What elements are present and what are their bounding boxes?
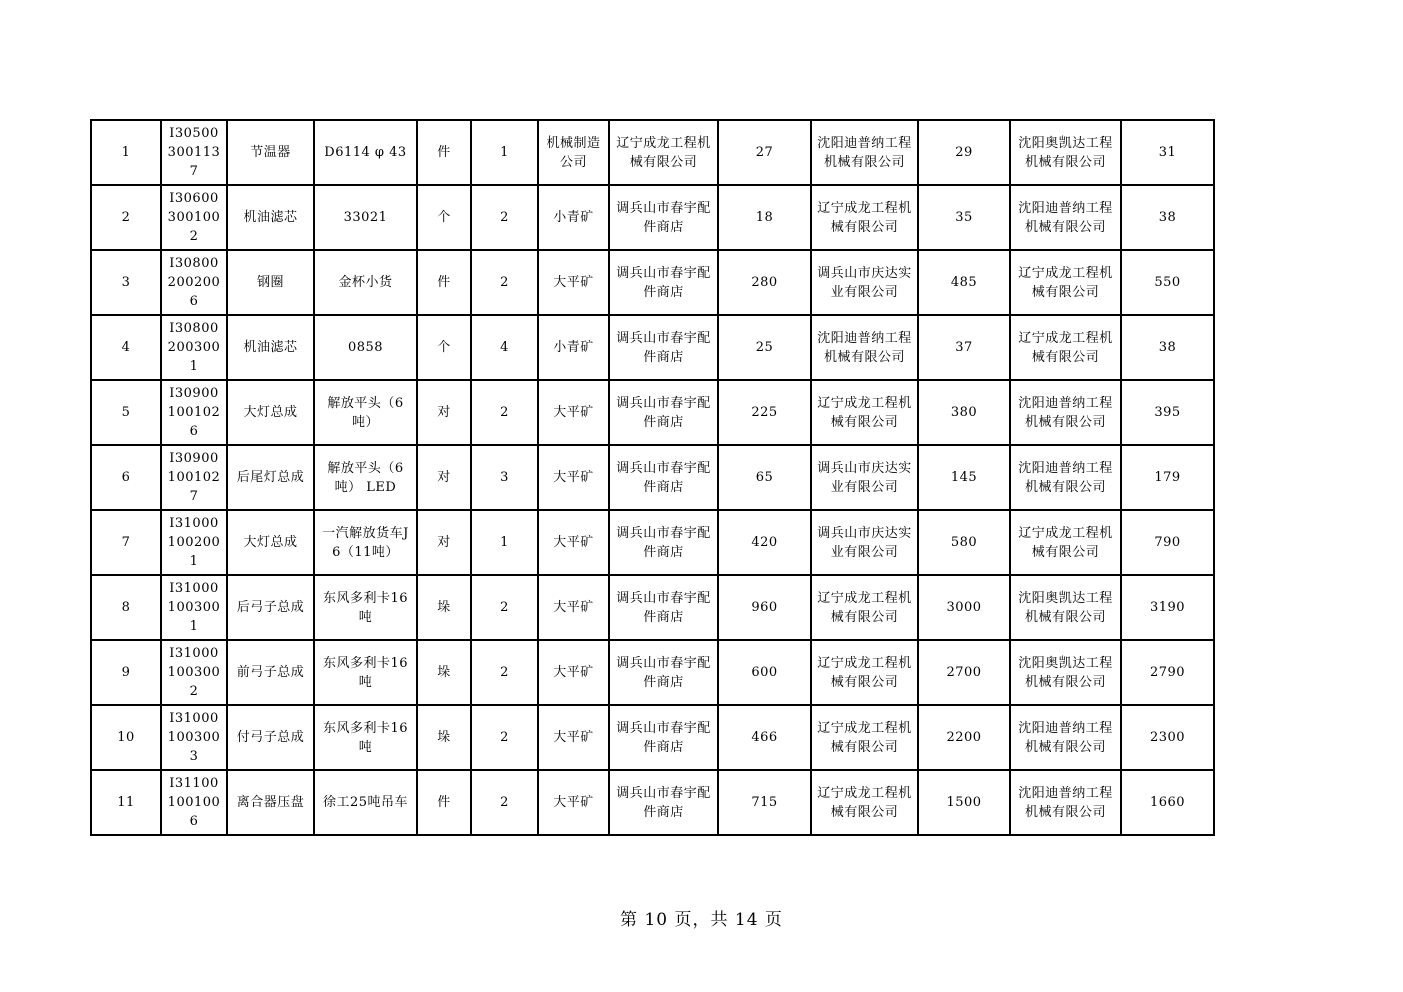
item-unit: 对 — [417, 380, 471, 445]
page-footer: 第 10 页，共 14 页 — [620, 910, 783, 930]
supplier-1: 调兵山市春宇配件商店 — [609, 250, 718, 315]
price-comparison-table — [90, 119, 1215, 836]
item-name: 前弓子总成 — [227, 640, 314, 705]
table-row — [91, 120, 1214, 185]
supplier-2: 辽宁成龙工程机械有限公司 — [811, 705, 918, 770]
item-quantity: 3 — [471, 445, 538, 510]
row-number: 10 — [91, 705, 161, 770]
item-name: 机油滤芯 — [227, 185, 314, 250]
item-spec: 0858 — [314, 315, 417, 380]
row-number: 8 — [91, 575, 161, 640]
item-unit: 垛 — [417, 575, 471, 640]
table-row — [91, 250, 1214, 315]
item-spec: 一汽解放货车J6（11吨） — [314, 510, 417, 575]
item-quantity: 4 — [471, 315, 538, 380]
item-quantity: 2 — [471, 575, 538, 640]
supplier-3: 沈阳迪普纳工程机械有限公司 — [1010, 770, 1121, 835]
item-unit: 个 — [417, 315, 471, 380]
item-spec: 解放平头（6吨） — [314, 380, 417, 445]
table-row — [91, 510, 1214, 575]
item-spec: 徐工25吨吊车 — [314, 770, 417, 835]
requesting-unit: 大平矿 — [538, 510, 609, 575]
price-1: 466 — [718, 705, 811, 770]
supplier-3: 沈阳奥凯达工程机械有限公司 — [1010, 640, 1121, 705]
supplier-2: 沈阳迪普纳工程机械有限公司 — [811, 120, 918, 185]
supplier-3: 辽宁成龙工程机械有限公司 — [1010, 315, 1121, 380]
price-3: 1660 — [1121, 770, 1214, 835]
price-1: 600 — [718, 640, 811, 705]
row-number: 5 — [91, 380, 161, 445]
price-1: 25 — [718, 315, 811, 380]
requesting-unit: 大平矿 — [538, 380, 609, 445]
material-code: I310001003002 — [161, 640, 227, 705]
item-name: 钢圈 — [227, 250, 314, 315]
table-row — [91, 770, 1214, 835]
row-number: 9 — [91, 640, 161, 705]
item-spec: 金杯小货 — [314, 250, 417, 315]
item-name: 机油滤芯 — [227, 315, 314, 380]
item-unit: 垛 — [417, 640, 471, 705]
item-quantity: 2 — [471, 770, 538, 835]
requesting-unit: 大平矿 — [538, 640, 609, 705]
table-row — [91, 445, 1214, 510]
item-name: 后弓子总成 — [227, 575, 314, 640]
item-spec: 东风多利卡16吨 — [314, 640, 417, 705]
price-3: 38 — [1121, 185, 1214, 250]
price-3: 3190 — [1121, 575, 1214, 640]
requesting-unit: 大平矿 — [538, 250, 609, 315]
row-number: 7 — [91, 510, 161, 575]
item-unit: 个 — [417, 185, 471, 250]
supplier-1: 辽宁成龙工程机械有限公司 — [609, 120, 718, 185]
price-3: 550 — [1121, 250, 1214, 315]
requesting-unit: 小青矿 — [538, 185, 609, 250]
material-code: I309001001027 — [161, 445, 227, 510]
item-name: 节温器 — [227, 120, 314, 185]
material-code: I310001002001 — [161, 510, 227, 575]
requesting-unit: 大平矿 — [538, 575, 609, 640]
price-3: 2790 — [1121, 640, 1214, 705]
item-quantity: 2 — [471, 185, 538, 250]
item-spec: 解放平头（6吨） LED — [314, 445, 417, 510]
price-2: 29 — [918, 120, 1010, 185]
supplier-2: 调兵山市庆达实业有限公司 — [811, 250, 918, 315]
item-quantity: 2 — [471, 380, 538, 445]
price-3: 395 — [1121, 380, 1214, 445]
item-name: 后尾灯总成 — [227, 445, 314, 510]
row-number: 11 — [91, 770, 161, 835]
supplier-2: 辽宁成龙工程机械有限公司 — [811, 575, 918, 640]
supplier-3: 沈阳迪普纳工程机械有限公司 — [1010, 185, 1121, 250]
material-code: I309001001026 — [161, 380, 227, 445]
supplier-1: 调兵山市春宇配件商店 — [609, 380, 718, 445]
supplier-3: 辽宁成龙工程机械有限公司 — [1010, 250, 1121, 315]
material-code: I310001003003 — [161, 705, 227, 770]
supplier-1: 调兵山市春宇配件商店 — [609, 640, 718, 705]
price-2: 35 — [918, 185, 1010, 250]
supplier-1: 调兵山市春宇配件商店 — [609, 705, 718, 770]
item-spec: D6114 φ 43 — [314, 120, 417, 185]
price-3: 38 — [1121, 315, 1214, 380]
supplier-2: 辽宁成龙工程机械有限公司 — [811, 770, 918, 835]
table-row — [91, 705, 1214, 770]
row-number: 1 — [91, 120, 161, 185]
supplier-1: 调兵山市春宇配件商店 — [609, 185, 718, 250]
supplier-1: 调兵山市春宇配件商店 — [609, 575, 718, 640]
price-1: 715 — [718, 770, 811, 835]
requesting-unit: 小青矿 — [538, 315, 609, 380]
item-unit: 对 — [417, 445, 471, 510]
price-2: 1500 — [918, 770, 1010, 835]
price-1: 225 — [718, 380, 811, 445]
supplier-2: 辽宁成龙工程机械有限公司 — [811, 380, 918, 445]
supplier-3: 沈阳迪普纳工程机械有限公司 — [1010, 705, 1121, 770]
supplier-1: 调兵山市春宇配件商店 — [609, 770, 718, 835]
supplier-2: 辽宁成龙工程机械有限公司 — [811, 185, 918, 250]
table-row — [91, 640, 1214, 705]
supplier-2: 调兵山市庆达实业有限公司 — [811, 445, 918, 510]
supplier-3: 沈阳迪普纳工程机械有限公司 — [1010, 445, 1121, 510]
requesting-unit: 机械制造公司 — [538, 120, 609, 185]
item-spec: 33021 — [314, 185, 417, 250]
material-code: I308002003001 — [161, 315, 227, 380]
price-1: 420 — [718, 510, 811, 575]
price-2: 145 — [918, 445, 1010, 510]
material-code: I305003001137 — [161, 120, 227, 185]
price-3: 2300 — [1121, 705, 1214, 770]
item-spec: 东风多利卡16吨 — [314, 575, 417, 640]
item-quantity: 2 — [471, 250, 538, 315]
row-number: 2 — [91, 185, 161, 250]
item-quantity: 1 — [471, 120, 538, 185]
price-1: 65 — [718, 445, 811, 510]
supplier-1: 调兵山市春宇配件商店 — [609, 445, 718, 510]
item-name: 大灯总成 — [227, 380, 314, 445]
supplier-1: 调兵山市春宇配件商店 — [609, 315, 718, 380]
price-1: 960 — [718, 575, 811, 640]
item-name: 离合器压盘 — [227, 770, 314, 835]
item-quantity: 1 — [471, 510, 538, 575]
item-unit: 件 — [417, 250, 471, 315]
supplier-3: 沈阳奥凯达工程机械有限公司 — [1010, 575, 1121, 640]
price-2: 3000 — [918, 575, 1010, 640]
price-3: 790 — [1121, 510, 1214, 575]
material-code: I310001003001 — [161, 575, 227, 640]
price-2: 485 — [918, 250, 1010, 315]
material-code: I306003001002 — [161, 185, 227, 250]
supplier-2: 调兵山市庆达实业有限公司 — [811, 510, 918, 575]
item-unit: 件 — [417, 120, 471, 185]
item-quantity: 2 — [471, 705, 538, 770]
price-3: 179 — [1121, 445, 1214, 510]
item-name: 付弓子总成 — [227, 705, 314, 770]
price-3: 31 — [1121, 120, 1214, 185]
item-unit: 件 — [417, 770, 471, 835]
row-number: 3 — [91, 250, 161, 315]
table-row — [91, 315, 1214, 380]
supplier-3: 辽宁成龙工程机械有限公司 — [1010, 510, 1121, 575]
requesting-unit: 大平矿 — [538, 445, 609, 510]
item-quantity: 2 — [471, 640, 538, 705]
price-2: 580 — [918, 510, 1010, 575]
price-2: 2200 — [918, 705, 1010, 770]
price-2: 380 — [918, 380, 1010, 445]
table-body — [91, 120, 1214, 835]
requesting-unit: 大平矿 — [538, 770, 609, 835]
requesting-unit: 大平矿 — [538, 705, 609, 770]
price-2: 2700 — [918, 640, 1010, 705]
item-unit: 垛 — [417, 705, 471, 770]
price-2: 37 — [918, 315, 1010, 380]
supplier-3: 沈阳奥凯达工程机械有限公司 — [1010, 120, 1121, 185]
supplier-2: 辽宁成龙工程机械有限公司 — [811, 640, 918, 705]
row-number: 6 — [91, 445, 161, 510]
item-unit: 对 — [417, 510, 471, 575]
material-code: I311001001006 — [161, 770, 227, 835]
material-code: I308002002006 — [161, 250, 227, 315]
table-row — [91, 575, 1214, 640]
supplier-1: 调兵山市春宇配件商店 — [609, 510, 718, 575]
supplier-3: 沈阳迪普纳工程机械有限公司 — [1010, 380, 1121, 445]
price-1: 18 — [718, 185, 811, 250]
supplier-2: 沈阳迪普纳工程机械有限公司 — [811, 315, 918, 380]
table-row — [91, 380, 1214, 445]
table-row — [91, 185, 1214, 250]
price-1: 280 — [718, 250, 811, 315]
item-spec: 东风多利卡16吨 — [314, 705, 417, 770]
price-1: 27 — [718, 120, 811, 185]
row-number: 4 — [91, 315, 161, 380]
item-name: 大灯总成 — [227, 510, 314, 575]
